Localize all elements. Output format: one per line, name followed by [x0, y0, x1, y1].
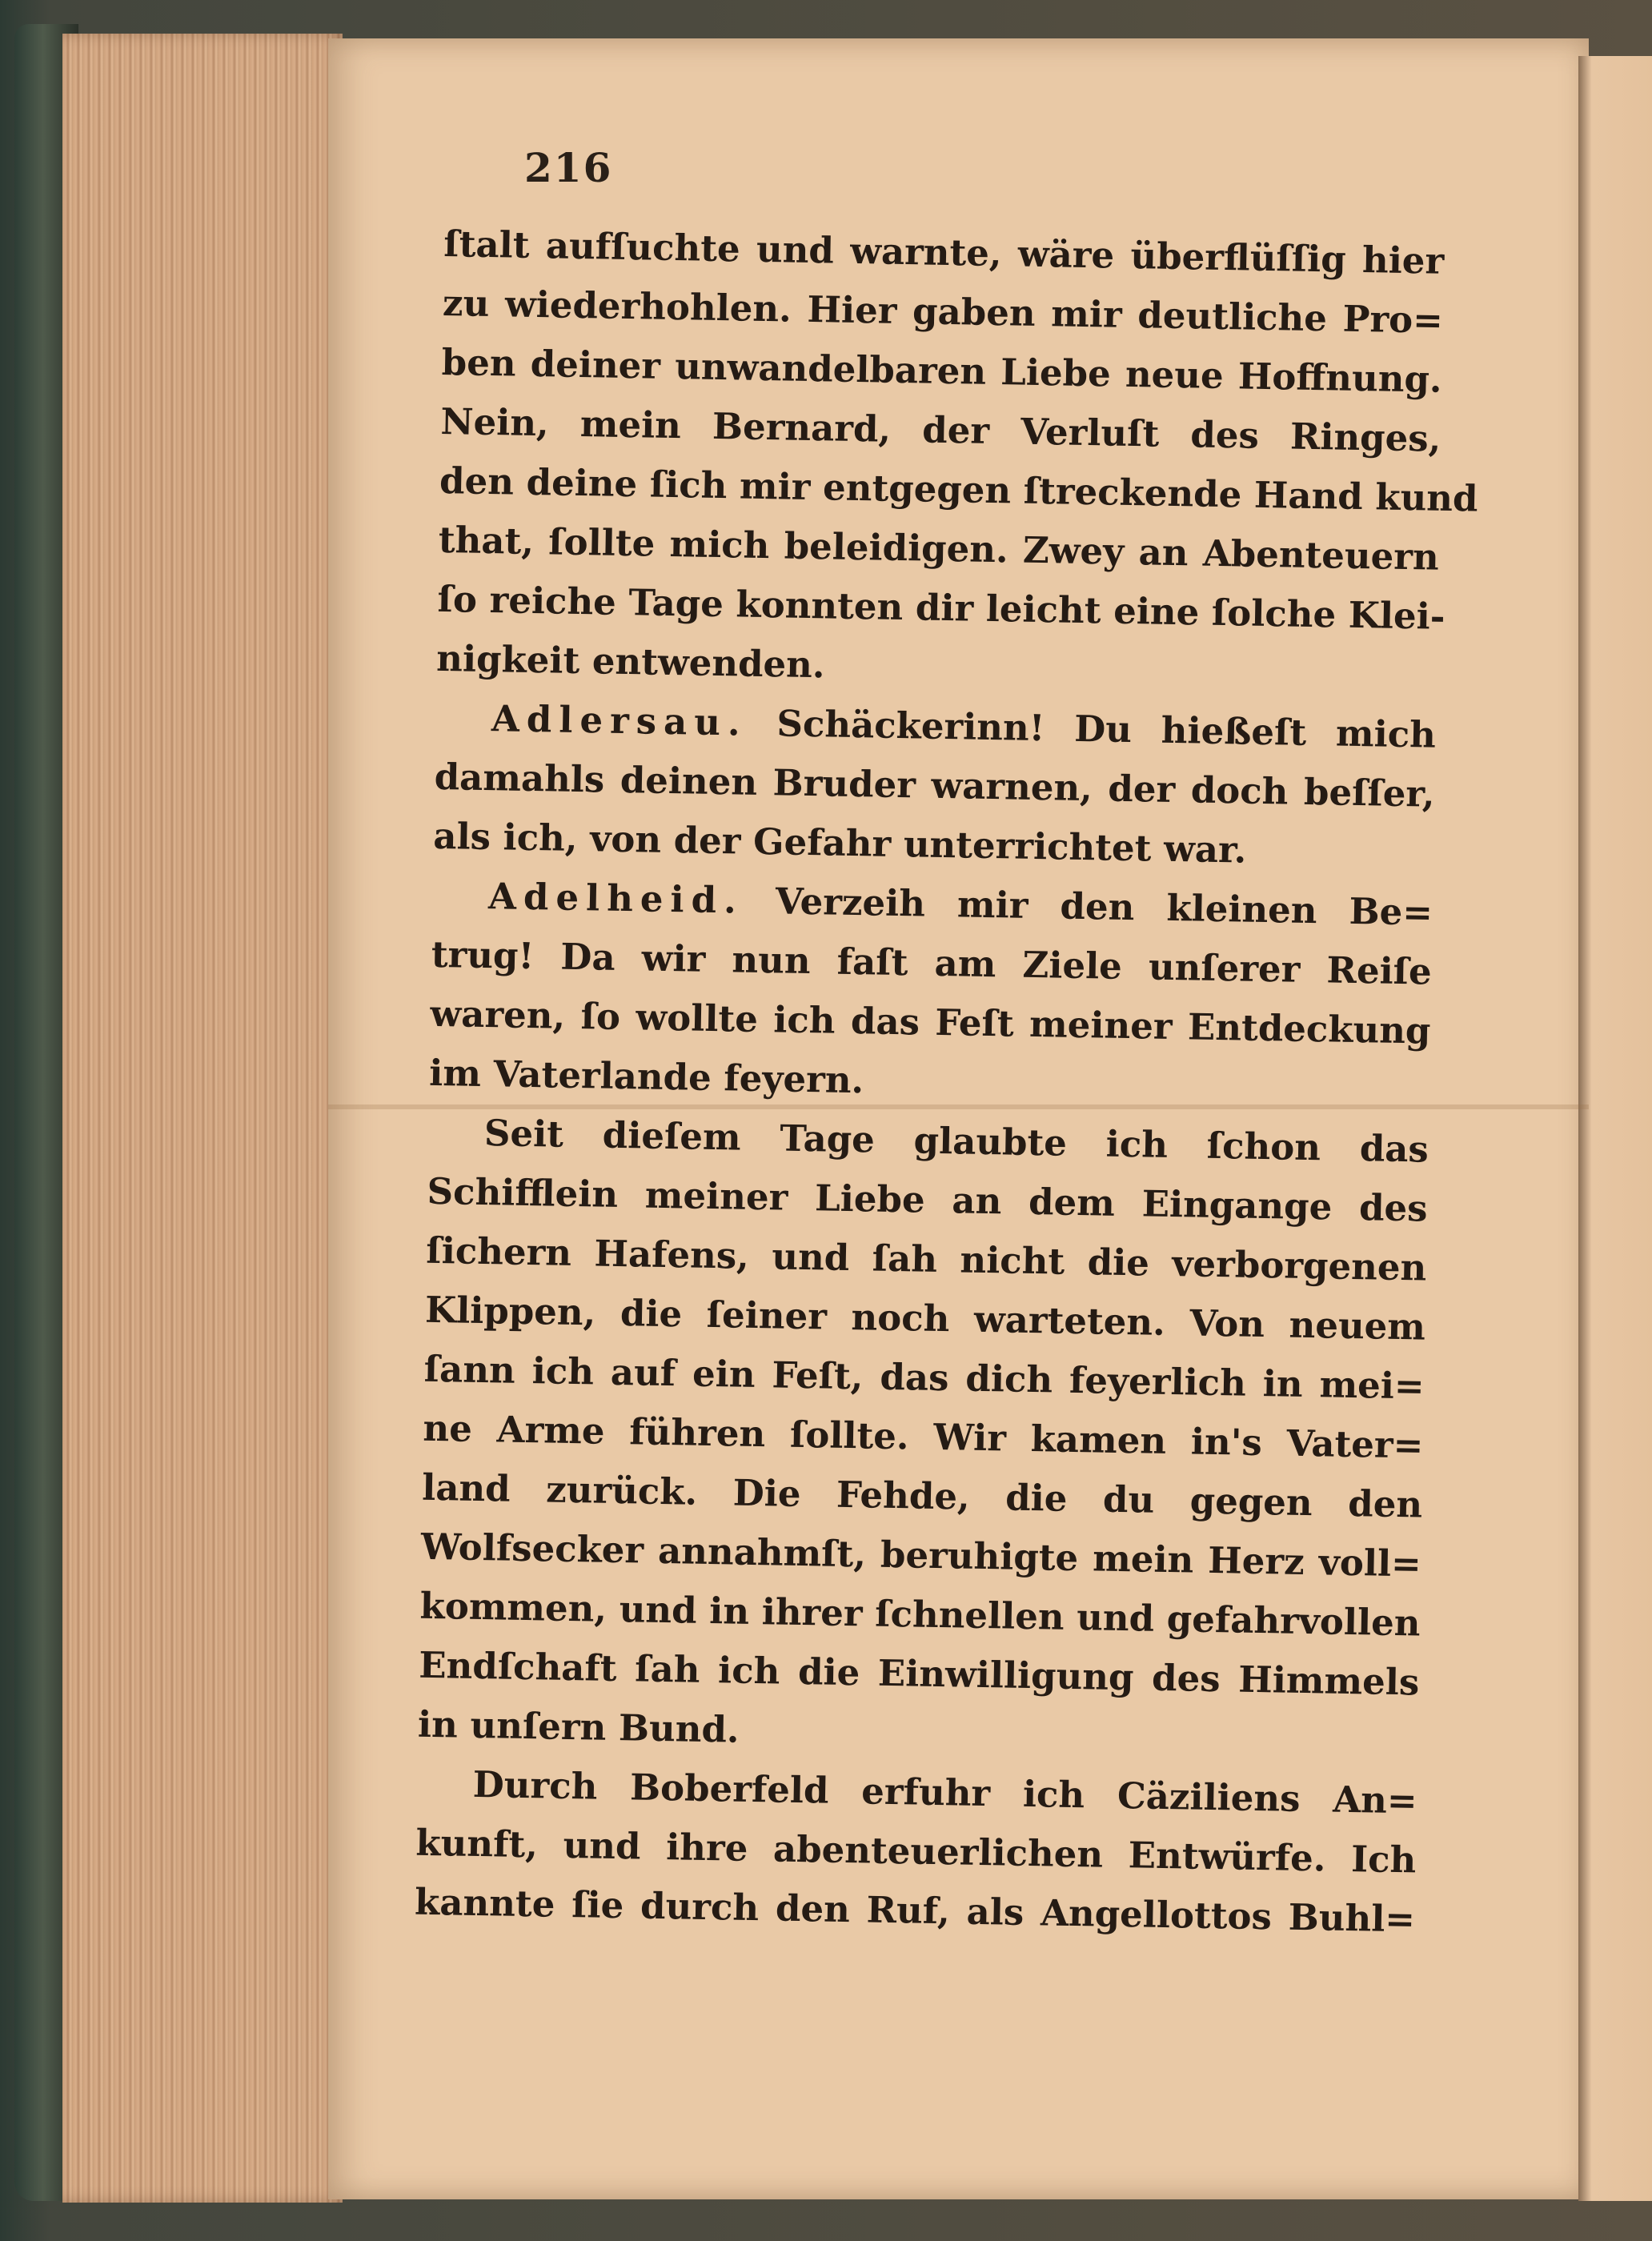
page-number: 216 [524, 144, 613, 191]
text-line: Seit dieſem Tage glaubte ich ſchon das [483, 1112, 1429, 1171]
speaker-name: Adelheid. [487, 875, 744, 922]
text-line: ſichern Hafens, und ſah nicht die verborgenen [425, 1229, 1427, 1289]
text-line: that, ſollte mich beleidigen. Zwey an Abenteuern [438, 518, 1440, 579]
text-line: Nein, mein Bernard, der Verluſt des Ringes, [440, 399, 1441, 460]
text-line: Durch Boberfeld erfuhr ich Cäziliens An= [472, 1762, 1418, 1822]
page-block-edges [62, 34, 343, 2203]
text-line: damahls deinen Bruder warnen, der doch beſſer, [434, 755, 1436, 816]
text-line: den deine ſich mir entgegen ſtreckende Hand kund [439, 459, 1478, 520]
dialogue-text: Verzeih mir den kleinen Be= [775, 880, 1433, 934]
text-line: im Vaterlande feyern. [428, 1051, 864, 1102]
text-line: zu wiederhohlen. Hier gaben mir deutliche Pro= [442, 281, 1444, 342]
speaker-name: Adlersau. [491, 697, 748, 744]
page-text [414, 214, 1478, 1949]
text-line: nigkeit entwenden. [435, 636, 826, 687]
text-line: in unſern Bund. [417, 1702, 740, 1751]
text-line: Endſchaft ſah ich die Einwilligung des Himmels [418, 1643, 1420, 1704]
text-line: ben deiner unwandelbaren Liebe neue Hoffnung. [441, 340, 1443, 401]
text-line: ne Arme führen ſollte. Wir kamen in's Vater= [423, 1406, 1424, 1467]
text-line: kommen, und in ihrer ſchnellen und gefahrvollen [419, 1584, 1421, 1645]
text-line: ſo reiche Tage konnten dir leicht eine ſolche Klei- [437, 577, 1446, 638]
text-line: Klippen, die ſeiner noch warteten. Von neuem [424, 1288, 1426, 1349]
text-line: land zurück. Die Fehde, die du gegen den [421, 1465, 1423, 1526]
facing-page-edge [1578, 56, 1652, 2201]
text-line: ſann ich auf ein Feſt, das dich feyerlich in mei= [423, 1347, 1425, 1408]
text-line: Schifflein meiner Liebe an dem Eingange des [427, 1169, 1428, 1230]
text-line: waren, ſo wollte ich das Feſt meiner Entdeckung [430, 992, 1431, 1052]
text-line: ſtalt aufſuchte und warnte, wäre überflüſſig hier [443, 222, 1445, 283]
text-line: Wolfsecker annahmſt, beruhigte mein Herz voll= [420, 1525, 1422, 1586]
text-line: als ich, von der Gefahr unterrichtet war. [432, 814, 1247, 872]
text-line: kunft, und ihre abenteuerlichen Entwürfe. Ich [415, 1821, 1417, 1882]
dialogue-text: Schäckerinn! Du hießeſt mich [776, 702, 1437, 756]
text-line: trug! Da wir nun faſt am Ziele unſerer Reiſe [431, 932, 1433, 993]
text-line: kannte ſie durch den Ruf, als Angellottos Buhl= [414, 1880, 1416, 1941]
